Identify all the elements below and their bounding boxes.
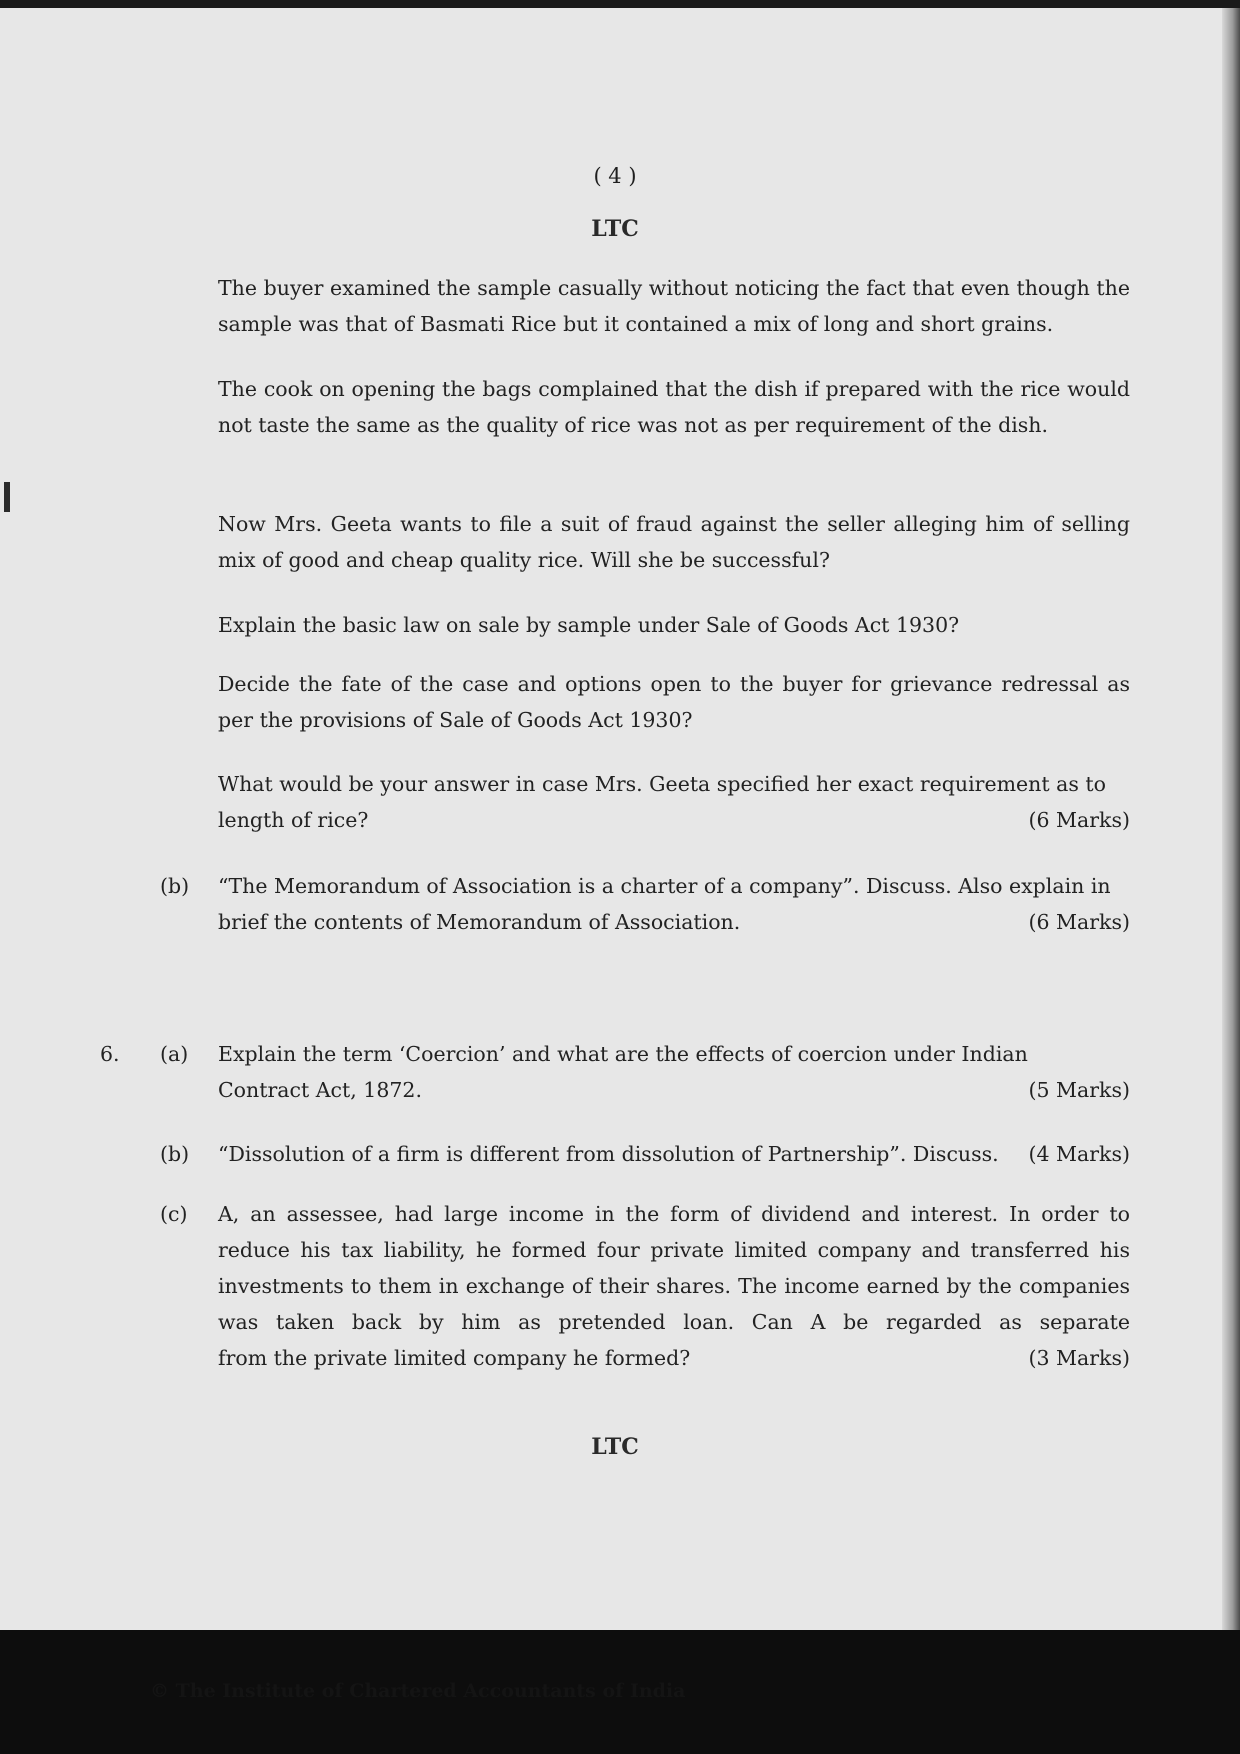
q5a-paragraph-6 [218,766,1130,838]
q5b-line-1: “The Memorandum of Association is a charter of a company”. Discuss. Also explain in [218,874,1111,898]
q6a-label: (a) [160,1042,189,1066]
q5b-question [218,868,1130,940]
q6a-marks: (5 Marks) [1028,1078,1130,1102]
margin-mark [4,482,10,512]
q6c-text: A, an assessee, had large income in the form of dividend and interest. In order to reduce his tax liability, he formed four private limited company and transferred his investments to them in exchange of their shares. The income earned by the companies was taken back by him as pretended loan. Can A be regarded as separate [218,1202,1130,1334]
q5b-marks: (6 Marks) [1028,910,1130,934]
q6c-last-line [218,1340,1130,1376]
q5b-line-2 [218,904,1130,940]
q5a-paragraph-5: Decide the fate of the case and options open to the buyer for grievance redressal as per the provisions of Sale of Goods Act 1930? [218,672,1130,732]
q5a-marks: (6 Marks) [1028,808,1130,832]
copyright-footer: © The Institute of Chartered Accountants of India [150,1680,686,1702]
q5a-paragraph-6-line-2 [218,802,1130,838]
q6a-question [218,1036,1130,1108]
q6c-last-line-text: from the private limited company he formed? [218,1346,691,1370]
q5a-paragraph-6-line-2-text: length of rice? [218,808,369,832]
q5a-paragraph-2: The cook on opening the bags complained that the dish if prepared with the rice would not taste the same as the quality of rice was not as per requirement of the dish. [218,377,1130,437]
continuation-label-bottom: LTC [591,1434,639,1460]
q5b-label: (b) [160,874,190,898]
q5a-paragraph-3: Now Mrs. Geeta wants to file a suit of fraud against the seller alleging him of selling mix of good and cheap quality rice. Will she be successful? [218,512,1130,572]
q6a-line-2-text: Contract Act, 1872. [218,1078,422,1102]
continuation-label-top: LTC [591,216,639,242]
q6c-marks: (3 Marks) [1028,1346,1130,1370]
q6a-line-2 [218,1072,1130,1108]
q5a-paragraph-1: The buyer examined the sample casually without noticing the fact that even though the sample was that of Basmati Rice but it contained a mix of long and short grains. [218,276,1130,336]
q6c-label: (c) [160,1202,188,1226]
q6b-text: “Dissolution of a firm is different from dissolution of Partnership”. Discuss. [218,1142,999,1166]
q6c-question [218,1196,1130,1376]
q6b-line [218,1136,1130,1172]
q6a-line-1: Explain the term ‘Coercion’ and what are the effects of coercion under Indian [218,1042,1028,1066]
q6b-question [218,1136,1130,1172]
q6-number: 6. [100,1042,120,1066]
q5a-paragraph-6-line-1: What would be your answer in case Mrs. Geeta specified her exact requirement as to [218,772,1106,796]
q5a-paragraph-4: Explain the basic law on sale by sample under Sale of Goods Act 1930? [218,613,960,637]
q5b-line-2-text: brief the contents of Memorandum of Association. [218,910,741,934]
page-edge-shadow [1222,8,1240,1630]
page-number: ( 4 ) [593,164,637,188]
q6b-label: (b) [160,1142,190,1166]
q6b-marks: (4 Marks) [1028,1142,1130,1166]
